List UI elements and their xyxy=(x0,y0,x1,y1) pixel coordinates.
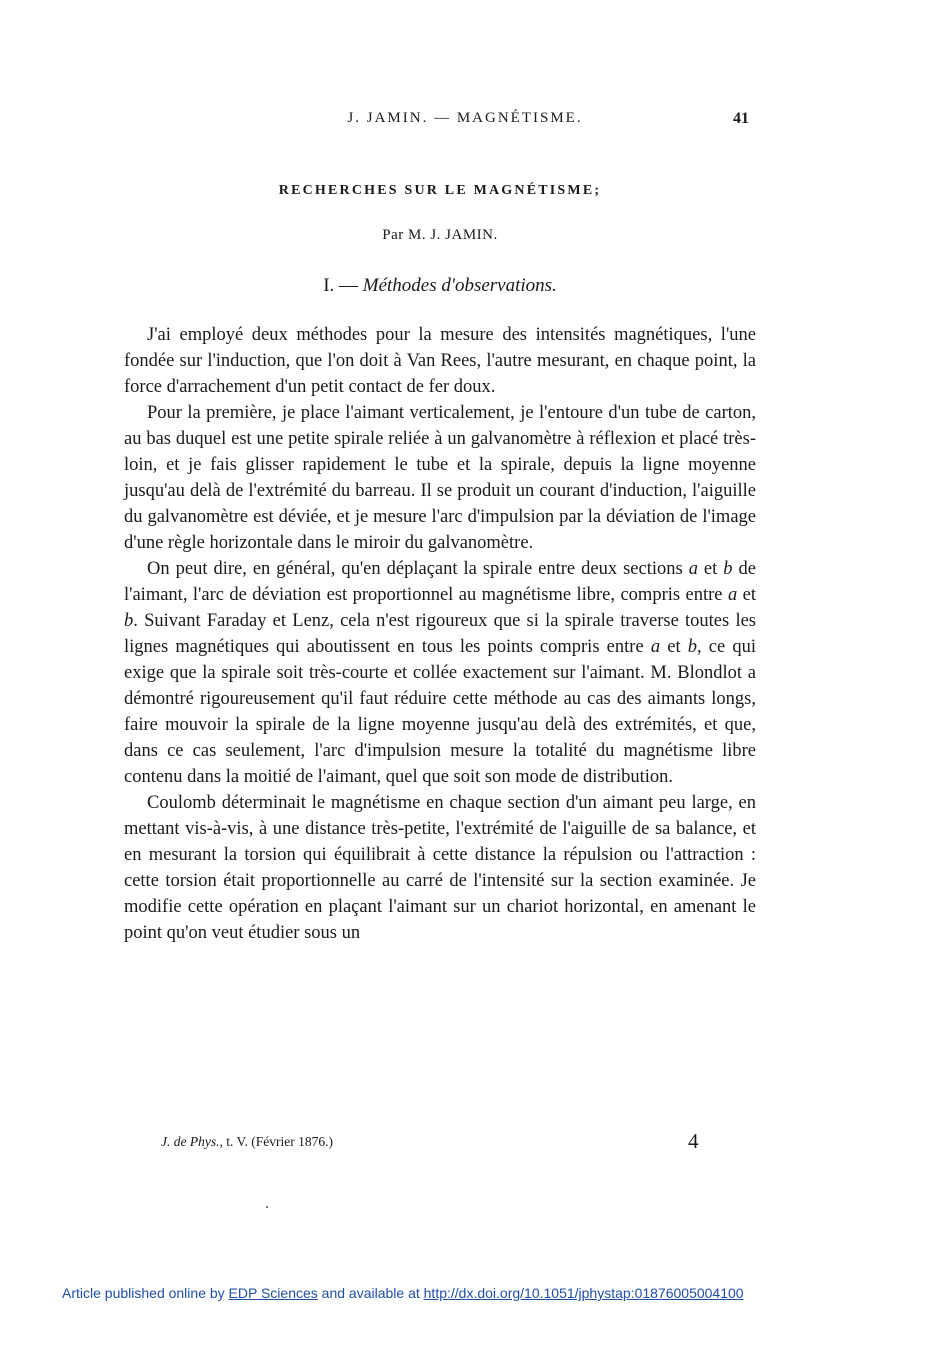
scan-speck xyxy=(266,1206,268,1208)
paragraph-3-text: de l'aimant, l'arc de déviation est proportionnel au magnétisme libre, compris entre xyxy=(124,559,756,605)
publisher-prefix: Article published online by xyxy=(62,1285,229,1301)
article-title: RECHERCHES SUR LE MAGNÉTISME; xyxy=(278,183,602,198)
paragraph-3-text: et xyxy=(697,559,724,579)
variable-a: a xyxy=(688,559,698,579)
publisher-middle: and available at xyxy=(317,1285,424,1301)
paragraph-1: J'ai employé deux méthodes pour la mesure des intensités magnétiques, l'une fondée sur l'induction, que l'on doit à Van Rees, l'autre mesurant, en chaque point, la force d'arrachement d'un petit contact de fer doux. xyxy=(124,325,756,397)
publisher-link[interactable]: EDP Sciences xyxy=(228,1285,318,1301)
variable-b: b xyxy=(124,611,134,631)
paragraph-3 xyxy=(124,556,756,790)
variable-a: a xyxy=(727,585,738,605)
paragraph-3-text: . Suivant Faraday et Lenz, cela n'est rigoureux que si la spirale traverse toutes les lignes magnétiques qui aboutissent en tous les points compris entre xyxy=(124,611,756,657)
paragraph-3-text: et xyxy=(660,637,688,657)
page-number: 41 xyxy=(733,110,749,127)
variable-b: b xyxy=(687,637,697,657)
running-head: J. JAMIN. — MAGNÉTISME. xyxy=(347,110,583,126)
publisher-notice xyxy=(62,1285,744,1301)
section-heading xyxy=(0,275,880,297)
paragraph-3-text: On peut dire, en général, qu'en déplaçant la spirale entre deux sections xyxy=(147,559,689,579)
paragraph-2: Pour la première, je place l'aimant verticalement, je l'entoure d'un tube de carton, au bas duquel est une petite spirale reliée à un galvanomètre à réflexion et placé très-loin, et je fais glisser rapidement le tube et la spirale, depuis la ligne moyenne jusqu'au delà de l'extrémité du barreau. Il se produit un courant d'induction, l'aiguille du galvanomètre est déviée, et je mesure l'arc d'impulsion par la déviation de l'image d'une règle horizontale dans le miroir du galvanomètre. xyxy=(124,403,756,553)
section-number: I. — xyxy=(323,275,363,296)
section-title: Méthodes d'observations. xyxy=(362,275,557,296)
doi-link[interactable]: http://dx.doi.org/10.1051/jphystap:01876005004100 xyxy=(423,1285,744,1301)
body-text xyxy=(124,322,756,946)
signature-mark: 4 xyxy=(688,1129,699,1153)
paragraph-3-text: et xyxy=(737,585,756,605)
paragraph-4: Coulomb déterminait le magnétisme en chaque section d'un aimant peu large, en mettant vis-à-vis, à une distance très-petite, l'extrémité de l'aiguille de sa balance, et en mesurant la torsion qui équilibrait à cette distance la répulsion ou l'attraction : cette torsion était proportionnelle au carré de l'intensité sur la section examinée. Je modifie cette opération en plaçant l'aimant sur un chariot horizontal, en amenant le point qu'on veut étudier sous un xyxy=(124,793,756,943)
variable-b: b xyxy=(723,559,733,579)
journal-citation xyxy=(161,1134,333,1150)
paragraph-3-text: , ce qui exige que la spirale soit très-courte et collée exactement sur l'aimant. M. Blondlot a démontré rigoureusement qu'il faut réduire cette méthode au cas des aimants longs, faire mouvoir la spirale de la ligne moyenne jusqu'au delà des extrémités, et que, dans ce cas seulement, l'arc d'impulsion mesure la totalité du magnétisme libre contenu dans la moitié de l'aimant, quel que soit son mode de distribution. xyxy=(124,637,757,787)
author-line: Par M. J. JAMIN. xyxy=(382,227,498,243)
journal-volume: , t. V. (Février 1876.) xyxy=(219,1134,333,1149)
journal-name: J. de Phys. xyxy=(161,1134,220,1149)
variable-a: a xyxy=(650,637,661,657)
